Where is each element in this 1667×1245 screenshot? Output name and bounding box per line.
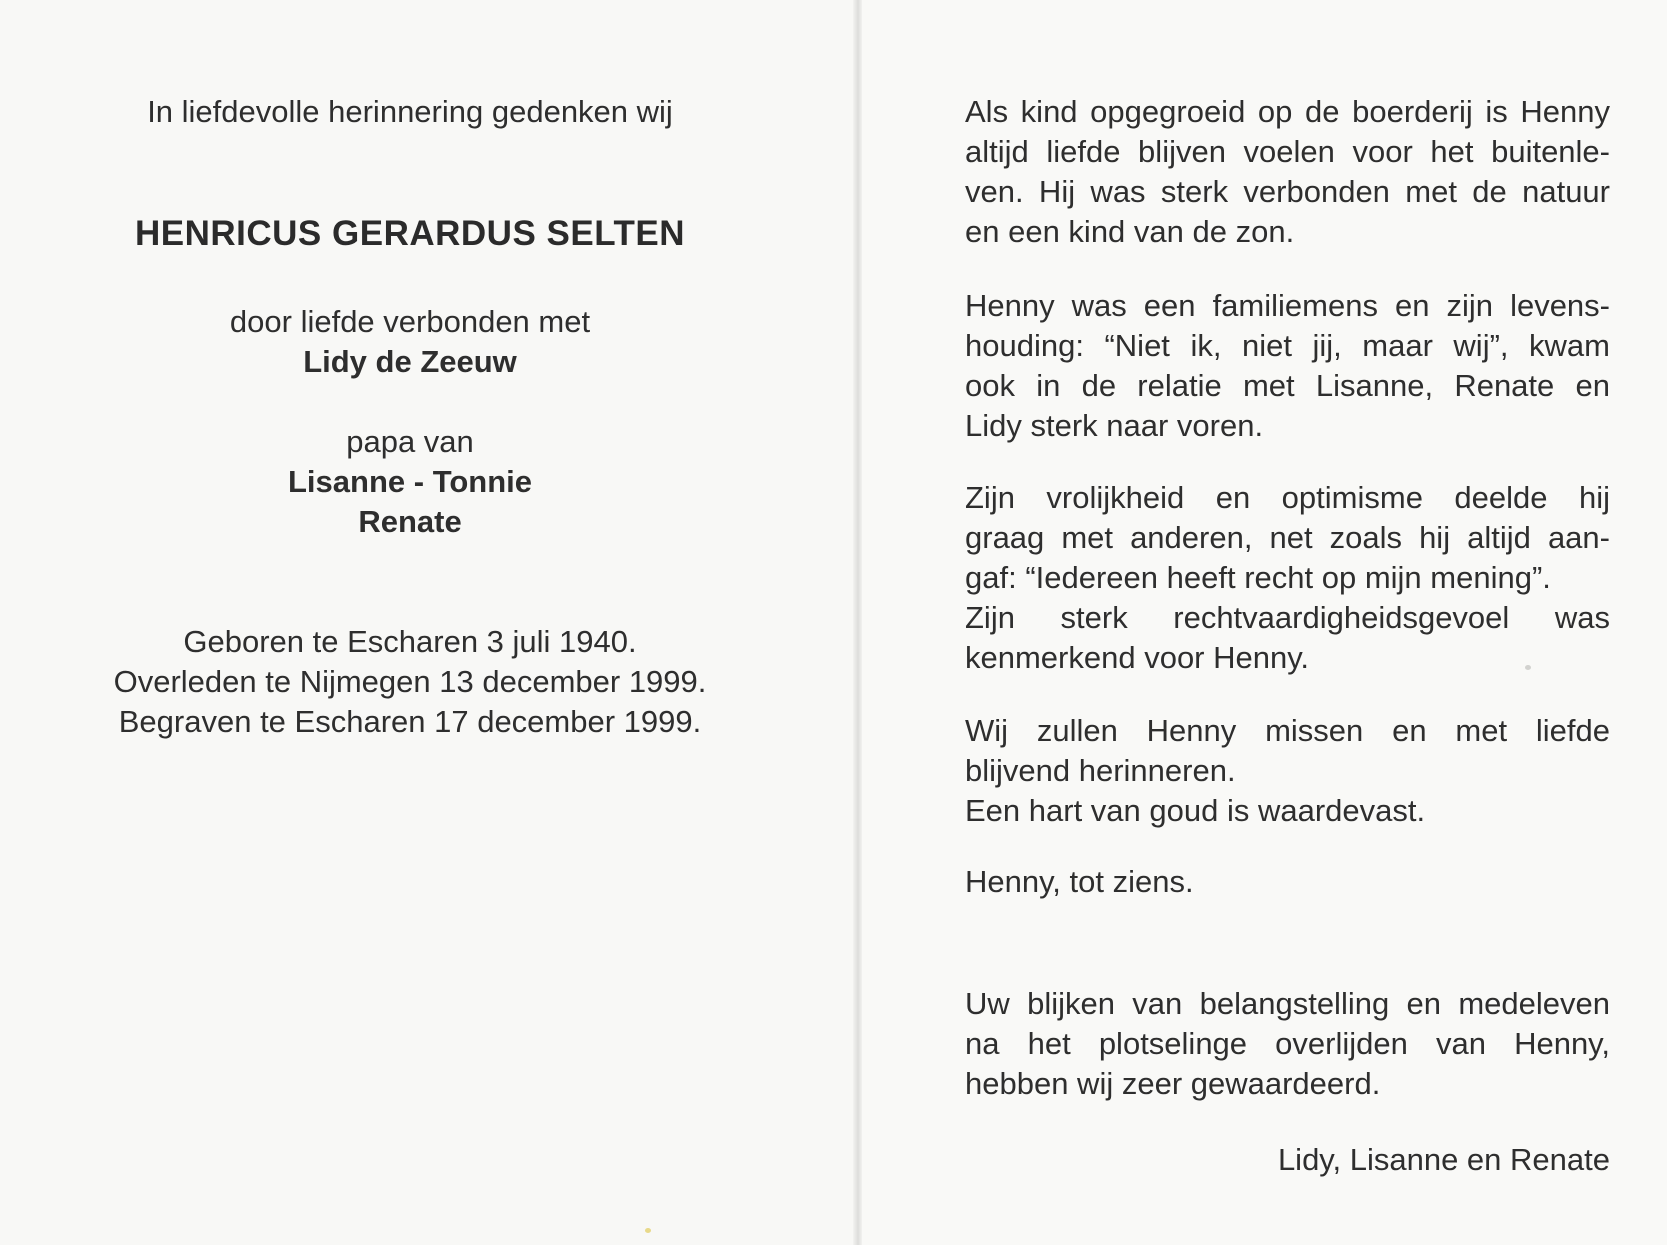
text-line: hebben wij zeer gewaardeerd. <box>965 1066 1381 1101</box>
text-line: Henny was een familiemens en zijn levens- <box>965 288 1610 323</box>
text-line: blijvend herinneren. <box>965 753 1236 788</box>
paragraph-remembrance <box>965 711 1610 831</box>
deceased-name: HENRICUS GERARDUS SELTEN <box>134 214 685 253</box>
partner-name: Lidy de Zeeuw <box>303 344 517 379</box>
text-line: Zijn sterk rechtvaardigheidsgevoel was <box>965 600 1610 635</box>
text-line: kenmerkend voor Henny. <box>965 640 1310 675</box>
text-line: altijd liefde blijven voelen voor het buitenle- <box>965 134 1610 169</box>
text-line: houding: “Niet ik, niet jij, maar wij”, kwam <box>965 328 1610 363</box>
text-line: Lidy sterk naar voren. <box>965 408 1264 443</box>
burial-line: Begraven te Escharen 17 december 1999. <box>118 704 702 739</box>
text-line: graag met anderen, net zoals hij altijd aan- <box>965 520 1610 555</box>
signature: Lidy, Lisanne en Renate <box>1277 1142 1610 1177</box>
text-line: Een hart van goud is waardevast. <box>965 793 1426 828</box>
text-line: ven. Hij was sterk verbonden met de natuur <box>965 174 1610 209</box>
birth-line: Geboren te Escharen 3 juli 1940. <box>183 624 637 659</box>
text-line: en een kind van de zon. <box>965 214 1295 249</box>
papa-label: papa van <box>346 424 474 459</box>
text-line: Als kind opgegroeid op de boerderij is Henny <box>965 94 1610 129</box>
intro-text: In liefdevolle herinnering gedenken wij <box>147 94 673 129</box>
paragraph-thanks <box>965 984 1610 1104</box>
paragraph-character <box>965 478 1610 678</box>
text-line: ook in de relatie met Lisanne, Renate en <box>965 368 1610 403</box>
paper-speck <box>645 1228 651 1233</box>
paragraph-farewell <box>965 862 1610 902</box>
children-names-line2: Renate <box>358 504 462 539</box>
text-line: na het plotselinge overlijden van Henny, <box>965 1026 1610 1061</box>
death-line: Overleden te Nijmegen 13 december 1999. <box>113 664 707 699</box>
text-line: Uw blijken van belangstelling en medeleven <box>965 986 1610 1021</box>
paragraph-family <box>965 286 1610 446</box>
children-names-line1: Lisanne - Tonnie <box>288 464 532 499</box>
text-line: Zijn vrolijkheid en optimisme deelde hij <box>965 480 1610 515</box>
bound-label: door liefde verbonden met <box>229 304 591 339</box>
text-line: Henny, tot ziens. <box>965 864 1194 899</box>
paragraph-childhood <box>965 92 1610 252</box>
text-line: Wij zullen Henny missen en met liefde <box>965 713 1610 748</box>
text-line: gaf: “Iedereen heeft recht op mijn mening”. <box>965 560 1551 595</box>
